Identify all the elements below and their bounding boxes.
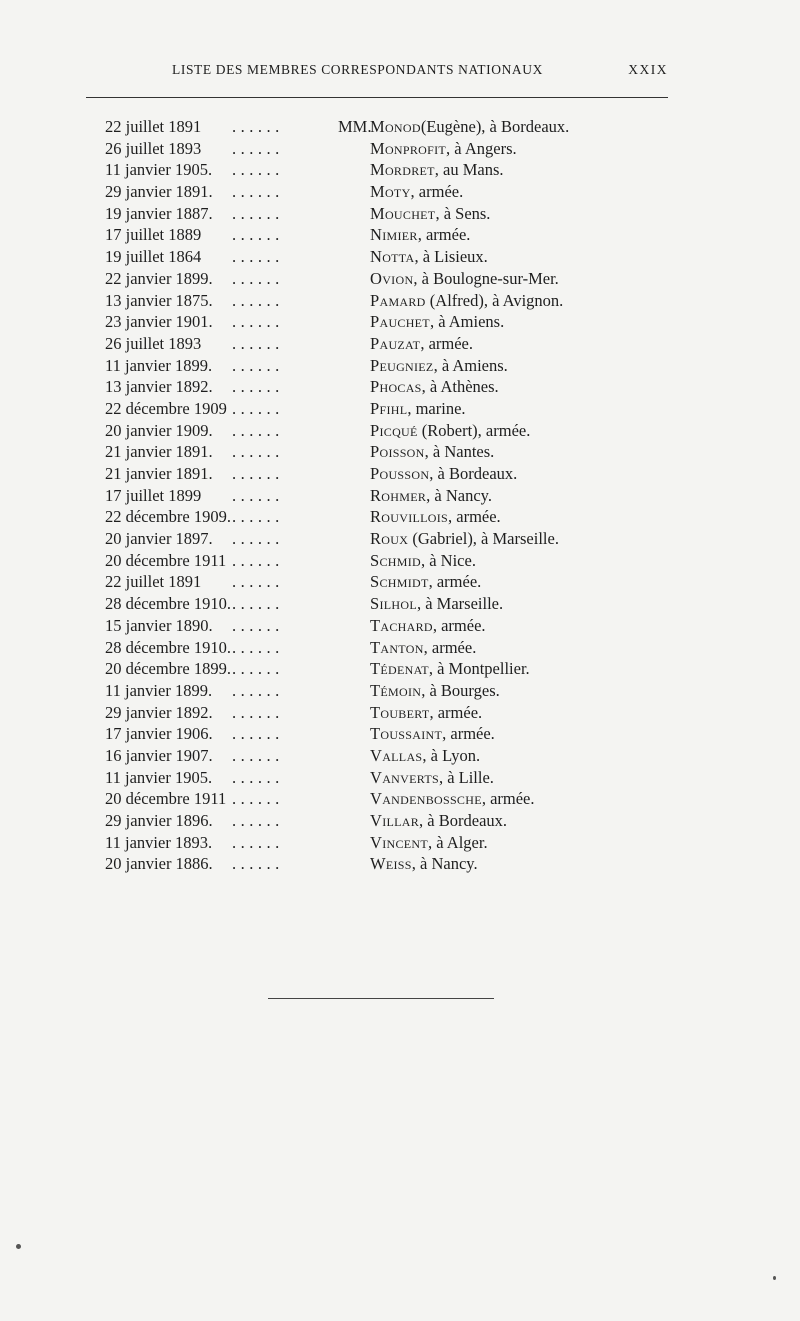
member-entry — [370, 312, 504, 332]
member-entry — [370, 182, 463, 202]
member-name: Phocas — [370, 377, 422, 397]
dot-leader: ...... — [232, 225, 284, 245]
member-entry — [370, 225, 470, 245]
list-item — [0, 225, 800, 247]
member-date: 11 janvier 1899. — [105, 680, 213, 700]
member-detail: , à Boulogne-sur-Mer. — [413, 268, 559, 288]
member-detail: (Gabriel), à Marseille. — [408, 529, 559, 549]
member-date: 29 janvier 1896. — [105, 811, 213, 830]
member-detail: (Eugène), à Bordeaux. — [420, 117, 570, 136]
member-detail: (Robert), armée. — [417, 420, 531, 440]
member-detail: , à Alger. — [428, 832, 488, 852]
member-date: 20 décembre 1911 — [105, 789, 227, 809]
dot-leader: ...... — [232, 659, 284, 679]
member-date: 15 janvier 1890. — [105, 615, 213, 635]
member-entry — [370, 594, 503, 614]
member-entry — [370, 291, 563, 311]
list-item — [0, 117, 800, 139]
member-name: Mouchet — [370, 203, 436, 223]
member-date: 20 janvier 1909. — [105, 420, 213, 440]
member-name: Notta — [370, 247, 415, 267]
member-detail: , armée. — [442, 724, 495, 744]
member-date: 19 juillet 1864 — [105, 247, 202, 267]
dot-leader: ...... — [232, 572, 284, 592]
member-entry — [370, 529, 559, 549]
member-entry — [370, 247, 488, 267]
list-item — [0, 768, 800, 790]
member-date: 29 janvier 1891. — [105, 182, 213, 202]
member-name: Toussaint — [370, 724, 443, 744]
member-entry — [370, 768, 494, 788]
dot-leader: ...... — [232, 680, 284, 700]
member-name: Monod — [370, 117, 421, 136]
dot-leader: ...... — [232, 268, 284, 288]
member-list — [0, 117, 800, 876]
member-detail: , armée. — [417, 225, 471, 245]
dot-leader: ...... — [232, 789, 284, 809]
member-date: 16 janvier 1907. — [105, 745, 213, 765]
dot-leader: ...... — [232, 420, 284, 440]
member-date: 11 janvier 1893. — [105, 832, 213, 852]
dot-leader: ...... — [232, 811, 284, 830]
member-entry — [370, 117, 569, 137]
member-detail: , à Amiens. — [429, 312, 505, 332]
member-date: 13 janvier 1892. — [105, 377, 213, 397]
list-item — [0, 486, 800, 508]
member-name: Vincent — [370, 832, 429, 852]
dot-leader: ...... — [232, 854, 284, 874]
list-item — [0, 724, 800, 746]
list-item — [0, 551, 800, 573]
member-detail: , armée. — [448, 507, 501, 527]
list-item — [0, 638, 800, 660]
list-item — [0, 334, 800, 356]
dot-leader: ...... — [232, 442, 284, 462]
list-item — [0, 291, 800, 313]
list-item — [0, 811, 800, 833]
member-date: 22 juillet 1891 — [105, 117, 202, 136]
dot-leader: ...... — [232, 615, 284, 635]
member-detail: , à Nice. — [420, 550, 476, 570]
member-date: 22 décembre 1909. — [105, 507, 231, 527]
member-name: Rouvillois — [370, 507, 448, 527]
member-entry — [370, 486, 492, 506]
list-item — [0, 572, 800, 594]
member-date: 17 juillet 1899 — [105, 485, 202, 505]
dot-leader: ...... — [232, 464, 284, 483]
member-entry — [370, 139, 517, 159]
list-item — [0, 204, 800, 226]
dot-leader: ...... — [232, 333, 284, 353]
list-item — [0, 529, 800, 551]
member-name: Pousson — [370, 464, 430, 483]
member-detail: , à Montpellier. — [428, 659, 530, 679]
header-rule — [86, 97, 668, 98]
member-name: Pauzat — [370, 333, 421, 353]
member-entry — [370, 572, 481, 592]
list-item — [0, 442, 800, 464]
member-name: Toubert — [370, 702, 430, 722]
member-date: 23 janvier 1901. — [105, 312, 213, 332]
member-date: 28 décembre 1910. — [105, 637, 231, 657]
member-detail: , à Athènes. — [421, 377, 499, 397]
dot-leader: ...... — [232, 312, 284, 332]
member-name: Schmidt — [370, 572, 429, 592]
header-title: LISTE DES MEMBRES CORRESPONDANTS NATIONAUX — [172, 62, 543, 77]
dot-leader: ...... — [232, 182, 284, 202]
member-detail: , armée. — [481, 789, 535, 809]
member-detail: , à Sens. — [435, 203, 491, 223]
member-date: 22 janvier 1899. — [105, 268, 213, 288]
member-entry — [370, 616, 486, 636]
member-detail: , armée. — [420, 333, 473, 353]
member-date: 29 janvier 1892. — [105, 702, 213, 722]
member-detail: (Alfred), à Avignon. — [425, 290, 564, 310]
member-detail: , à Bourges. — [421, 680, 500, 700]
member-date: 21 janvier 1891. — [105, 464, 213, 483]
list-item — [0, 421, 800, 443]
member-name: Nimier — [370, 225, 418, 245]
member-detail: , à Nancy. — [411, 854, 478, 874]
member-entry — [370, 681, 500, 701]
page-speck — [773, 1276, 776, 1280]
list-item — [0, 464, 800, 486]
member-entry — [370, 746, 480, 766]
list-item — [0, 312, 800, 334]
member-name: Vanverts — [370, 767, 439, 787]
member-name: Poisson — [370, 442, 425, 462]
member-date: 26 juillet 1893 — [105, 333, 202, 353]
member-detail: , à Lyon. — [422, 745, 481, 765]
member-name: Tachard — [370, 615, 433, 635]
member-entry — [370, 464, 517, 484]
dot-leader: ...... — [232, 247, 284, 267]
member-date: 13 janvier 1875. — [105, 290, 213, 310]
member-name: Moty — [370, 182, 411, 202]
member-entry — [370, 204, 490, 224]
member-name: Peugniez — [370, 355, 434, 375]
dot-leader: ...... — [232, 290, 284, 310]
member-date: 11 janvier 1905. — [105, 767, 213, 787]
member-detail: , à Lille. — [438, 767, 494, 787]
member-date: 11 janvier 1899. — [105, 355, 213, 375]
dot-leader: ...... — [232, 485, 284, 505]
member-date: 20 janvier 1897. — [105, 529, 213, 549]
member-date: 11 janvier 1905. — [105, 160, 213, 180]
member-name: Pauchet — [370, 312, 430, 332]
member-date: 20 décembre 1899. — [105, 659, 231, 679]
member-entry — [370, 811, 507, 831]
member-entry — [370, 507, 501, 527]
member-entry — [370, 442, 494, 462]
member-entry — [370, 789, 535, 809]
list-item — [0, 377, 800, 399]
member-name: Ovion — [370, 268, 414, 288]
member-date: 28 décembre 1910. — [105, 594, 231, 614]
dot-leader: ...... — [232, 724, 284, 744]
page-speck — [16, 1244, 21, 1249]
member-detail: , à Bordeaux. — [419, 811, 508, 830]
dot-leader: ...... — [232, 117, 284, 136]
dot-leader: ...... — [232, 160, 284, 180]
member-name: Vallas — [370, 745, 423, 765]
dot-leader: ...... — [232, 637, 284, 657]
member-entry — [370, 659, 530, 679]
honorific-prefix: MM. — [338, 117, 372, 136]
member-detail: , à Lisieux. — [414, 247, 488, 267]
member-entry — [370, 421, 530, 441]
member-detail: , marine. — [407, 398, 466, 418]
member-name: Vandenbossche — [370, 789, 482, 809]
member-name: Tanton — [370, 637, 424, 657]
member-detail: , armée. — [410, 182, 464, 202]
member-name: Silhol — [370, 594, 417, 614]
member-detail: , à Nancy. — [426, 485, 492, 505]
member-detail: , armée. — [428, 572, 482, 592]
dot-leader: ...... — [232, 745, 284, 765]
member-name: Schmid — [370, 550, 421, 570]
dot-leader: ...... — [232, 767, 284, 787]
member-date: 22 juillet 1891 — [105, 572, 202, 592]
dot-leader: ...... — [232, 832, 284, 852]
list-item — [0, 160, 800, 182]
list-item — [0, 139, 800, 161]
member-detail: , armée. — [432, 615, 486, 635]
list-item — [0, 399, 800, 421]
list-item — [0, 356, 800, 378]
list-item — [0, 833, 800, 855]
member-entry — [370, 833, 488, 853]
member-name: Picqué — [370, 420, 418, 440]
member-date: 20 décembre 1911 — [105, 550, 227, 570]
member-entry — [370, 160, 504, 180]
member-name: Villar — [370, 811, 420, 830]
list-item — [0, 789, 800, 811]
page-number: XXIX — [628, 62, 668, 77]
list-item — [0, 594, 800, 616]
dot-leader: ...... — [232, 507, 284, 527]
member-date: 20 janvier 1886. — [105, 854, 213, 874]
member-date: 17 juillet 1889 — [105, 225, 202, 245]
dot-leader: ...... — [232, 377, 284, 397]
list-item — [0, 507, 800, 529]
member-name: Weiss — [370, 854, 412, 874]
member-detail: , à Marseille. — [416, 594, 504, 614]
member-detail: , à Bordeaux. — [429, 464, 518, 483]
member-date: 26 juillet 1893 — [105, 138, 202, 158]
end-rule — [268, 998, 494, 999]
list-item — [0, 681, 800, 703]
member-entry — [370, 724, 495, 744]
member-detail: , armée. — [429, 702, 483, 722]
member-entry — [370, 377, 499, 397]
member-entry — [370, 269, 559, 289]
member-entry — [370, 638, 476, 658]
member-detail: , à Angers. — [446, 138, 517, 158]
member-name: Roux — [370, 529, 409, 549]
member-name: Rohmer — [370, 485, 427, 505]
list-item — [0, 659, 800, 681]
list-item — [0, 182, 800, 204]
member-date: 22 décembre 1909 — [105, 398, 227, 418]
member-entry — [370, 356, 508, 376]
list-item — [0, 703, 800, 725]
list-item — [0, 616, 800, 638]
member-entry — [370, 334, 473, 354]
member-name: Monprofit — [370, 138, 447, 158]
member-entry — [370, 399, 466, 419]
member-date: 19 janvier 1887. — [105, 203, 213, 223]
dot-leader: ...... — [232, 398, 284, 418]
member-detail: , à Nantes. — [424, 442, 495, 462]
member-name: Pfihl — [370, 398, 408, 418]
running-header — [86, 62, 668, 82]
member-detail: , au Mans. — [434, 160, 504, 180]
member-name: Mordret — [370, 160, 435, 180]
dot-leader: ...... — [232, 702, 284, 722]
member-detail: , à Amiens. — [433, 355, 508, 375]
member-name: Pamard — [370, 290, 426, 310]
member-entry — [370, 703, 482, 723]
member-entry — [370, 551, 476, 571]
dot-leader: ...... — [232, 203, 284, 223]
member-detail: , armée. — [423, 637, 477, 657]
member-date: 17 janvier 1906. — [105, 724, 213, 744]
list-item — [0, 269, 800, 291]
list-item — [0, 746, 800, 768]
dot-leader: ...... — [232, 529, 284, 549]
member-entry — [370, 854, 478, 874]
member-name: Témoin — [370, 680, 422, 700]
dot-leader: ...... — [232, 594, 284, 614]
dot-leader: ...... — [232, 355, 284, 375]
list-item — [0, 247, 800, 269]
dot-leader: ...... — [232, 138, 284, 158]
list-item — [0, 854, 800, 876]
member-name: Tédenat — [370, 659, 429, 679]
member-date: 21 janvier 1891. — [105, 442, 213, 462]
dot-leader: ...... — [232, 550, 284, 570]
